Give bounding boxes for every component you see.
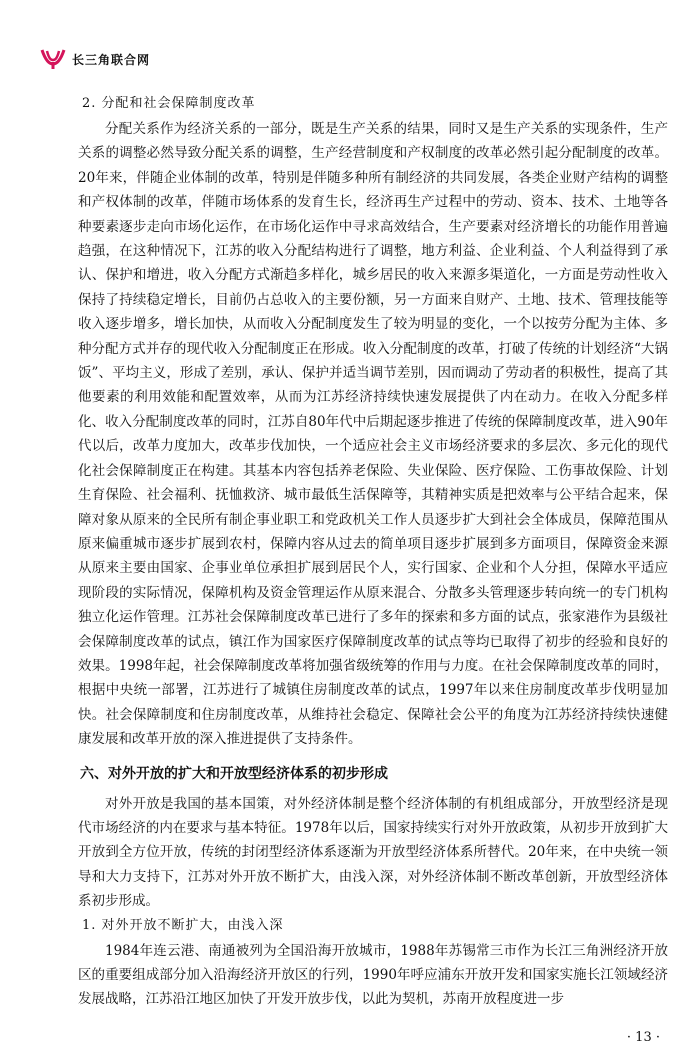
article-body	[78, 92, 668, 1012]
subsection-heading: 1. 对外开放不断扩大，由浅入深	[82, 917, 284, 933]
subsection-heading: 2. 分配和社会保障制度改革	[82, 96, 256, 111]
brand-name: 长三角联合网	[72, 52, 151, 67]
body-paragraph: 1984年连云港、南通被列为全国沿海开放城市，1988年苏锡常三市作为长江三角洲经济开放区的重要组成部分加入沿海经济开放区的行列，1990年呼应浦东开放开发和国家实施长江领域经济发展战略，江苏沿江地区加快了开发开放步伐，以此为契机，苏南开放程度进一步	[78, 942, 668, 1008]
page-number: · 13 ·	[626, 1030, 660, 1045]
body-paragraph: 对外开放是我国的基本国策，对外经济体制是整个经济体制的有机组成部分，开放型经济是现代市场经济的内在要求与基本特征。1978年以后，国家持续实行对外开放政策，从初步开放到扩大开放到全方位开放，传统的封闭型经济体系逐渐为开放型经济体系所替代。20年来，在中央统一领导和大力支持下，江苏对外开放不断扩大，由浅入深，对外经济体制不断改革创新，开放型经济体系初步形成。	[78, 795, 668, 910]
section-heading: 六、对外开放的扩大和开放型经济体系的初步形成	[80, 765, 388, 782]
body-paragraph: 分配关系作为经济关系的一部分，既是生产关系的结果，同时又是生产关系的实现条件，生产关系的调整必然导致分配关系的调整，生产经营制度和产权制度的改革必然引起分配制度的改革。20年来，伴随企业体制的改革，特别是伴随多种所有制经济的共同发展，各类企业财产结构的调整和产权体制的改革，伴随市场体系的发育生长，经济再生产过程中的劳动、资本、技术、土地等各种要素逐步走向市场化运作，在市场化运作中寻求高效结合，生产要素对经济增长的功能作用普遍趋强，在这种情况下，江苏的收入分配结构进行了调整，地方利益、企业利益、个人利益得到了承认、保护和增进，收入分配方式渐趋多样化，城乡居民的收入来源多渠道化，一方面是劳动性收入保持了持续稳定增长，目前仍占总收入的主要份额，另一方面来自财产、土地、技术、管理技能等收入逐步增多，增长加快，从而收入分配制度发生了较为明显的变化，一个以按劳分配为主体、多种分配方式并存的现代收入分配制度正在形成。收入分配制度的改革，打破了传统的计划经济“大锅饭”、平均主义，形成了差别，承认、保护并适当调节差别，因而调动了劳动者的积极性，提高了其他要素的利用效能和配置效率，从而为江苏经济持续快速发展提供了内在动力。在收入分配多样化、收入分配制度改革的同时，江苏自80年代中后期起逐步推进了传统的保障制度改革，进入90年代以后，改革力度加大，改革步伐加快，一个适应社会主义市场经济要求的多层次、多元化的现代化社会保障制度正在构建。其基本内容包括养老保险、失业保险、医疗保险、工伤事故保险、计划生育保险、社会福利、抚恤救济、城市最低生活保障等，其精神实质是把效率与公平结合起来，保障对象从原来的全民所有制企事业职工和党政机关工作人员逐步扩大到社会全体成员，保障范围从原来偏重城市逐步扩展到农村，保障内容从过去的简单项目逐步扩展到多方面项目，保障资金来源从原来主要由国家、企事业单位承担扩展到居民个人，实行国家、企业和个人分担，保障水平适应现阶段的实际情况，保障机构及资金管理运作从原来混合、分散多头管理逐步转向统一的专门机构独立化运作管理。江苏社会保障制度改革已进行了多年的探索和多方面的试点，张家港作为县级社会保障制度改革的试点，镇江作为国家医疗保障制度改革的试点等均已取得了初步的经验和良好的效果。1998年起，社会保障制度改革将加强省级统筹的作用与力度。在社会保障制度改革的同时，根据中央统一部署，江苏进行了城镇住房制度改革的试点，1997年以来住房制度改革步伐明显加快。社会保障制度和住房制度改革，从维持社会稳定、保障社会公平的角度为江苏经济持续快速健康发展和改革开放的深入推进提供了支持条件。	[78, 121, 668, 748]
page-header	[40, 48, 150, 70]
brand-logo-icon	[40, 48, 66, 70]
